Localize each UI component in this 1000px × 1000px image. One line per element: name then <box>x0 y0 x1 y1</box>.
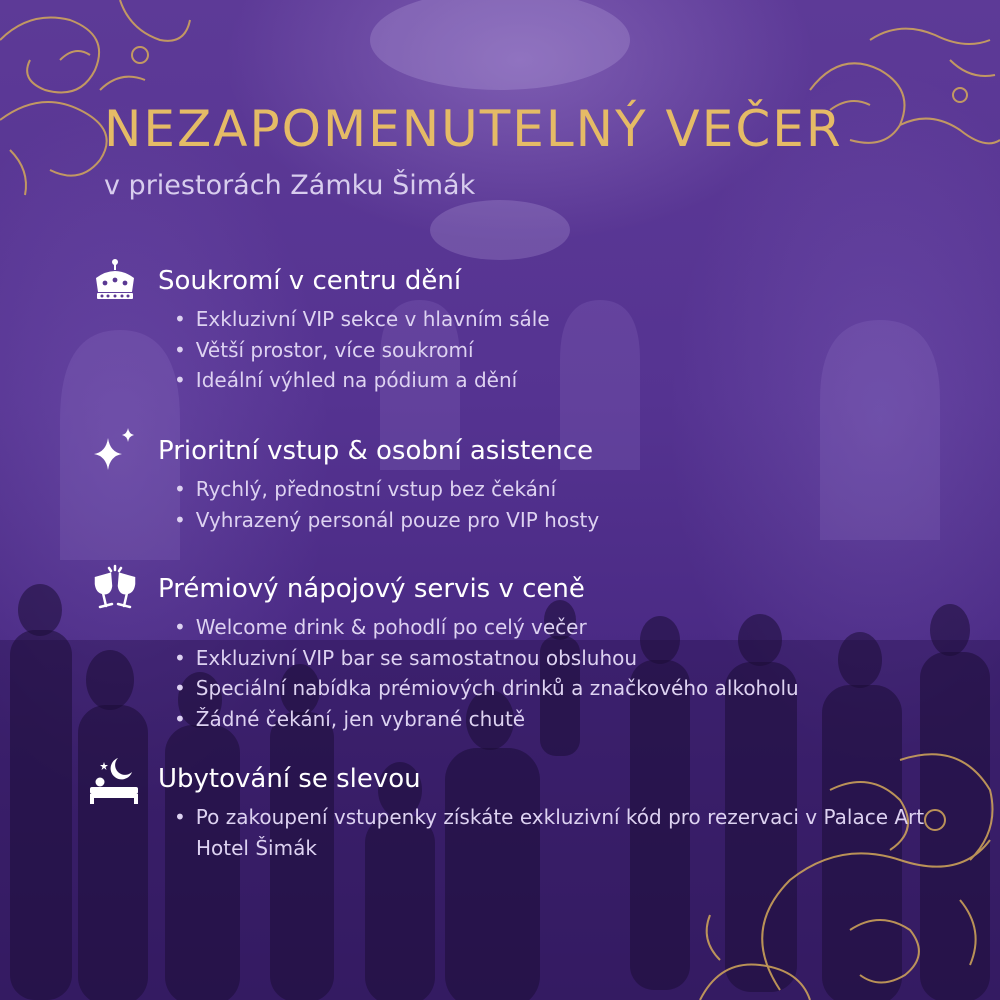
list-item: • Rychlý, přednostní vstup bez čekání <box>174 474 599 505</box>
list-item: • Žádné čekání, jen vybrané chutě <box>174 704 799 735</box>
list-item: • Ideální výhled na pódium a dění <box>174 365 550 396</box>
section-title: Prioritní vstup & osobní asistence <box>158 436 594 466</box>
section-title: Soukromí v centru dění <box>158 266 462 296</box>
list-item: • Welcome drink & pohodlí po celý večer <box>174 612 799 643</box>
feature-list <box>174 802 926 863</box>
champagne-glasses-icon <box>88 564 142 618</box>
feature-list <box>174 304 550 396</box>
list-item: • Exkluzivní VIP bar se samostatnou obsluhou <box>174 643 799 674</box>
sparkle-icon <box>88 426 142 480</box>
page-subtitle: v priestorách Zámku Šimák <box>104 170 476 201</box>
section-title: Prémiový nápojový servis v ceně <box>158 574 585 604</box>
feature-list <box>174 474 599 535</box>
list-item: • Vyhrazený personál pouze pro VIP hosty <box>174 505 599 536</box>
feature-list <box>174 612 799 734</box>
section-title: Ubytování se slevou <box>158 764 421 794</box>
page-title: NEZAPOMENUTELNÝ VEČER <box>104 100 843 158</box>
crown-icon <box>88 256 142 310</box>
list-item: • Speciální nabídka prémiových drinků a značkového alkoholu <box>174 673 799 704</box>
list-item: • Exkluzivní VIP sekce v hlavním sále <box>174 304 550 335</box>
bed-moon-icon <box>88 754 142 808</box>
list-item: • Větší prostor, více soukromí <box>174 335 550 366</box>
list-item: • Po zakoupení vstupenky získáte exkluzivní kód pro rezervaci v Palace Art Hotel Šimák <box>174 802 926 863</box>
